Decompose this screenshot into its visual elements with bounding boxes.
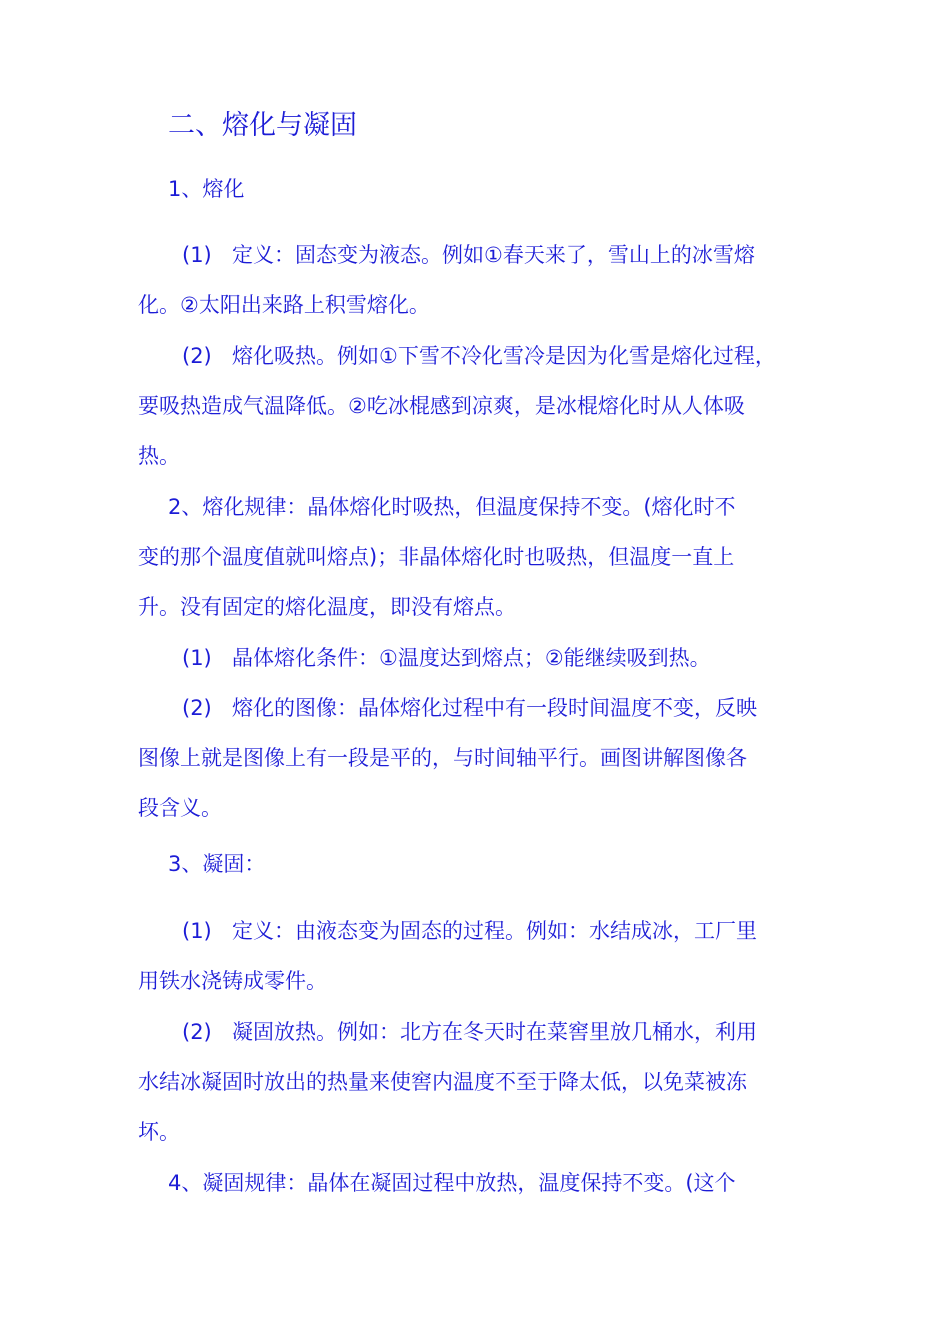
section-title: 二、熔化与凝固: [168, 110, 357, 141]
melting-graph-line-2: 图像上就是图像上有一段是平的，与时间轴平行。画图讲解图像各: [138, 746, 747, 770]
solidification-heat-line-1: [182, 1017, 757, 1047]
heading-melting: 1、熔化: [168, 177, 245, 201]
item-text: 晶体熔化条件：①温度达到熔点；②能继续吸到热。: [232, 646, 711, 670]
melting-graph-line-1: [182, 693, 757, 723]
melting-definition-line-1: [182, 240, 755, 270]
solidification-law-line-1: 4、凝固规律：晶体在凝固过程中放热，温度保持不变。(这个: [168, 1171, 736, 1195]
heading-solidification: 3、凝固：: [168, 852, 266, 876]
item-number: (2): [182, 344, 212, 368]
item-number: (2): [182, 1020, 212, 1044]
melting-law-line-1: 2、熔化规律：晶体熔化时吸热，但温度保持不变。(熔化时不: [168, 495, 736, 519]
melting-heat-line-3: 热。: [138, 444, 180, 468]
melting-definition-line-2: 化。②太阳出来路上积雪熔化。: [138, 293, 430, 317]
solidification-definition-line-1: [182, 916, 757, 946]
item-text: 熔化吸热。例如①下雪不冷化雪冷是因为化雪是熔化过程，: [232, 344, 776, 368]
melting-law-line-2: 变的那个温度值就叫熔点)；非晶体熔化时也吸热，但温度一直上: [138, 545, 735, 569]
solidification-definition-line-2: 用铁水浇铸成零件。: [138, 969, 327, 993]
item-number: (2): [182, 696, 212, 720]
item-number: (1): [182, 243, 212, 267]
melting-heat-line-1: [182, 341, 776, 371]
item-text: 定义：固态变为液态。例如①春天来了，雪山上的冰雪熔: [232, 243, 755, 267]
item-text: 凝固放热。例如：北方在冬天时在菜窖里放几桶水，利用: [232, 1020, 757, 1044]
item-text: 熔化的图像：晶体熔化过程中有一段时间温度不变，反映: [232, 696, 757, 720]
item-text: 定义：由液态变为固态的过程。例如：水结成冰，工厂里: [232, 919, 757, 943]
item-number: (1): [182, 646, 212, 670]
item-number: (1): [182, 919, 212, 943]
crystal-melting-condition: [182, 643, 711, 673]
solidification-heat-line-3: 坏。: [138, 1120, 180, 1144]
melting-heat-line-2: 要吸热造成气温降低。②吃冰棍感到凉爽，是冰棍熔化时从人体吸: [138, 394, 745, 418]
melting-law-line-3: 升。没有固定的熔化温度，即没有熔点。: [138, 595, 516, 619]
solidification-heat-line-2: 水结冰凝固时放出的热量来使窖内温度不至于降太低，以免菜被冻: [138, 1070, 747, 1094]
melting-graph-line-3: 段含义。: [138, 796, 222, 820]
